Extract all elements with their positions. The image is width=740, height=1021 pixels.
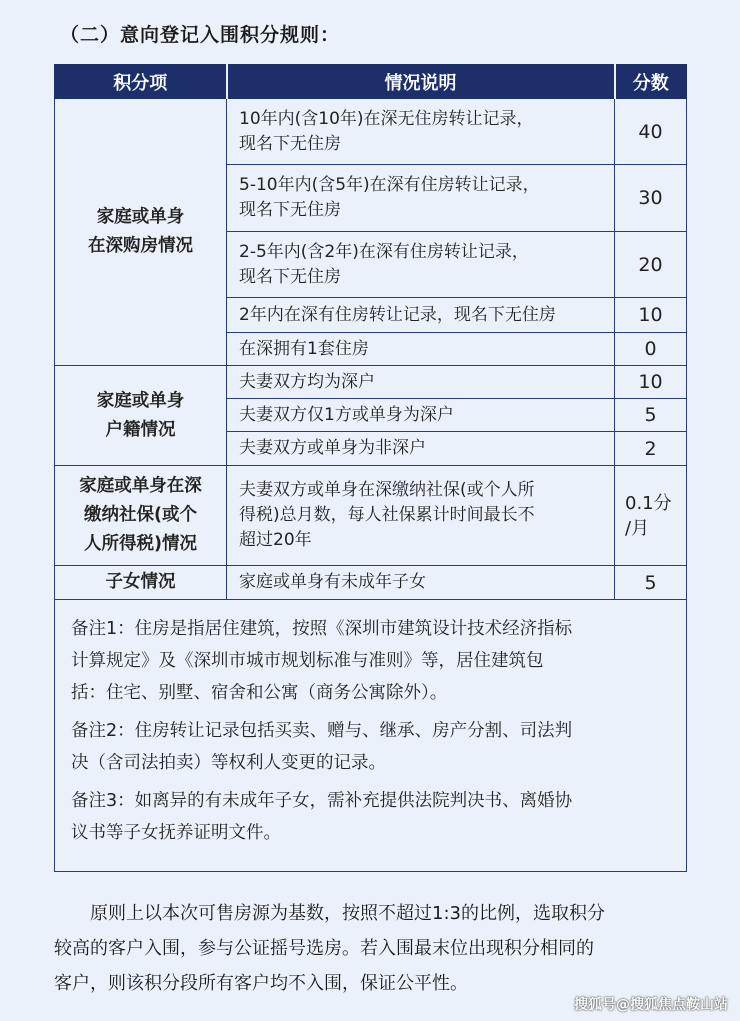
category-line: 子女情况: [105, 572, 176, 592]
watermark: 搜狐号@搜狐焦点鞍山站: [574, 997, 728, 1013]
category-line: 在深购房情况: [88, 236, 193, 256]
note-2: 备注2：住房转让记录包括买卖、赠与、继承、房产分割、司法判 决（含司法拍卖）等权利人变更的记录。: [71, 720, 573, 773]
category-children: [55, 566, 227, 600]
description-cell: 夫妻双方或单身在深缴纳社保(或个人所 得税)总月数，每人社保累计时间最长不 超过20年: [227, 466, 615, 566]
description-cell: 夫妻双方或单身为非深户: [227, 432, 615, 466]
category-line: 家庭或单身在深: [79, 476, 202, 496]
table-row: [55, 566, 687, 600]
description-cell: 在深拥有1套住房: [227, 333, 615, 366]
score-cell: 10: [615, 366, 687, 399]
scoring-rules-table: [54, 64, 687, 872]
description-cell: 夫妻双方均为深户: [227, 366, 615, 399]
description-cell: 家庭或单身有未成年子女: [227, 566, 615, 600]
table-row: [55, 99, 687, 165]
paragraph-line: 较高的客户入围，参与公证摇号选房。若入围最末位出现积分相同的: [54, 938, 594, 959]
table-row: [55, 466, 687, 566]
score-cell: 40: [615, 99, 687, 165]
notes-cell: [55, 600, 687, 872]
description-cell: 2年内在深有住房转让记录，现名下无住房: [227, 298, 615, 333]
description-cell: 10年内(含10年)在深无住房转让记录， 现名下无住房: [227, 99, 615, 165]
description-cell: 2-5年内(含2年)在深有住房转让记录， 现名下无住房: [227, 232, 615, 298]
table-header-row: [55, 65, 687, 99]
score-cell: 20: [615, 232, 687, 298]
category-household-registration: [55, 366, 227, 466]
paragraph-line: 原则上以本次可售房源为基数，按照不超过1:3的比例，选取积分: [90, 903, 605, 924]
category-social-security: [55, 466, 227, 566]
table-row: [55, 366, 687, 399]
category-line: 户籍情况: [105, 419, 176, 440]
category-housing: [55, 99, 227, 366]
note-3: 备注3：如离异的有未成年子女，需补充提供法院判决书、离婚协 议书等子女抚养证明文件。: [71, 790, 573, 843]
score-cell: 0: [615, 333, 687, 366]
score-cell: 5: [615, 566, 687, 600]
paragraph-line: 客户，则该积分段所有客户均不入围，保证公平性。: [54, 973, 468, 994]
principle-paragraph: [54, 896, 690, 1001]
description-cell: 夫妻双方仅1方或单身为深户: [227, 399, 615, 432]
score-cell: 0.1分 /月: [615, 466, 687, 566]
score-cell: 5: [615, 399, 687, 432]
category-line: 缴纳社保(或个: [84, 505, 197, 525]
header-item: 积分项: [55, 65, 227, 99]
note-1: 备注1：住房是指居住建筑，按照《深圳市建筑设计技术经济指标 计算规定》及《深圳市城市规划标准与准则》等，居住建筑包 括：住宅、别墅、宿舍和公寓（商务公寓除外）。: [71, 618, 573, 703]
score-cell: 10: [615, 298, 687, 333]
description-cell: 5-10年内(含5年)在深有住房转让记录， 现名下无住房: [227, 165, 615, 232]
notes-row: [55, 600, 687, 872]
category-line: 人所得税)情况: [84, 534, 197, 554]
score-cell: 30: [615, 165, 687, 232]
header-score: 分数: [615, 65, 687, 99]
category-line: 家庭或单身: [96, 390, 185, 411]
score-cell: 2: [615, 432, 687, 466]
header-description: 情况说明: [227, 65, 615, 99]
section-heading: （二）意向登记入围积分规则：: [60, 24, 341, 46]
category-line: 家庭或单身: [96, 207, 185, 227]
